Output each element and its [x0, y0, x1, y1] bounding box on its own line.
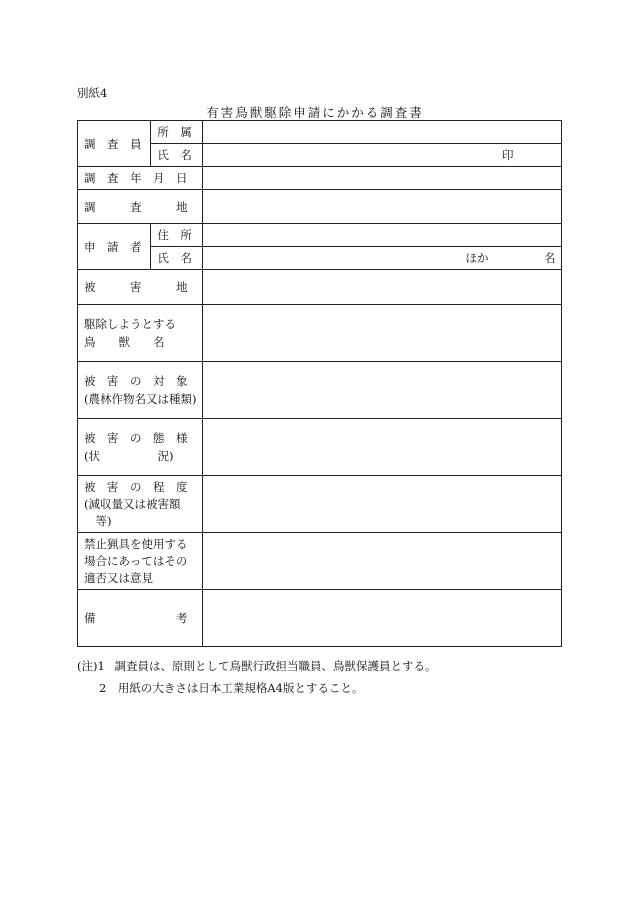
applicant-label: 申 請 者 — [78, 224, 151, 270]
remarks-label: 備 考 — [78, 590, 203, 647]
investigator-label: 調 査 員 — [78, 121, 151, 167]
note-1-number: (注)1 — [77, 659, 105, 673]
note-2 — [77, 677, 437, 699]
survey-date-label: 調 査 年 月 日 — [78, 167, 203, 190]
applicant-name-label: 氏 名 — [151, 247, 203, 270]
form-title: 有害鳥獣駆除申請にかかる調査書 — [206, 105, 424, 120]
remarks-field[interactable] — [203, 590, 562, 647]
address-field[interactable] — [203, 224, 562, 247]
damage-degree-field[interactable] — [203, 476, 562, 533]
survey-place-label: 調 査 地 — [78, 190, 203, 224]
note-2-number: 2 — [99, 681, 107, 695]
survey-form-table — [77, 120, 562, 647]
damage-place-label: 被 害 地 — [78, 270, 203, 305]
prohibited-gear-field[interactable] — [203, 533, 562, 590]
affiliation-field[interactable] — [203, 121, 562, 144]
mei-text: 名 — [543, 251, 556, 265]
investigator-name-field[interactable] — [203, 144, 562, 167]
seal-mark: 印 — [501, 148, 514, 162]
prohibited-gear-label: 禁止猟具を使用する 場合にあってはその 適否又は意見 — [78, 533, 203, 590]
damage-object-label: 被 害 の 対 象 (農林作物名又は種類) — [78, 362, 203, 419]
affiliation-label: 所 属 — [151, 121, 203, 144]
damage-mode-field[interactable] — [203, 419, 562, 476]
annex-label: 別紙4 — [77, 86, 108, 100]
target-animal-field[interactable] — [203, 305, 562, 362]
damage-object-field[interactable] — [203, 362, 562, 419]
damage-place-field[interactable] — [203, 270, 562, 305]
investigator-name-label: 氏 名 — [151, 144, 203, 167]
note-1 — [77, 655, 437, 677]
applicant-name-field[interactable] — [203, 247, 562, 270]
note-1-text: 調査員は、原則として鳥獣行政担当職員、鳥獣保護員とする。 — [114, 659, 437, 673]
target-animal-label: 駆除しようとする 鳥 獣 名 — [78, 305, 203, 362]
survey-date-field[interactable] — [203, 167, 562, 190]
damage-mode-label: 被 害 の 態 様 (状 況) — [78, 419, 203, 476]
hoka-text: ほか — [465, 251, 489, 265]
notes — [77, 655, 437, 699]
damage-degree-label: 被 害 の 程 度 (減収量又は被害額 等) — [78, 476, 203, 533]
survey-place-field[interactable] — [203, 190, 562, 224]
note-2-text: 用紙の大きさは日本工業規格A4版とすること。 — [117, 681, 364, 695]
address-label: 住 所 — [151, 224, 203, 247]
